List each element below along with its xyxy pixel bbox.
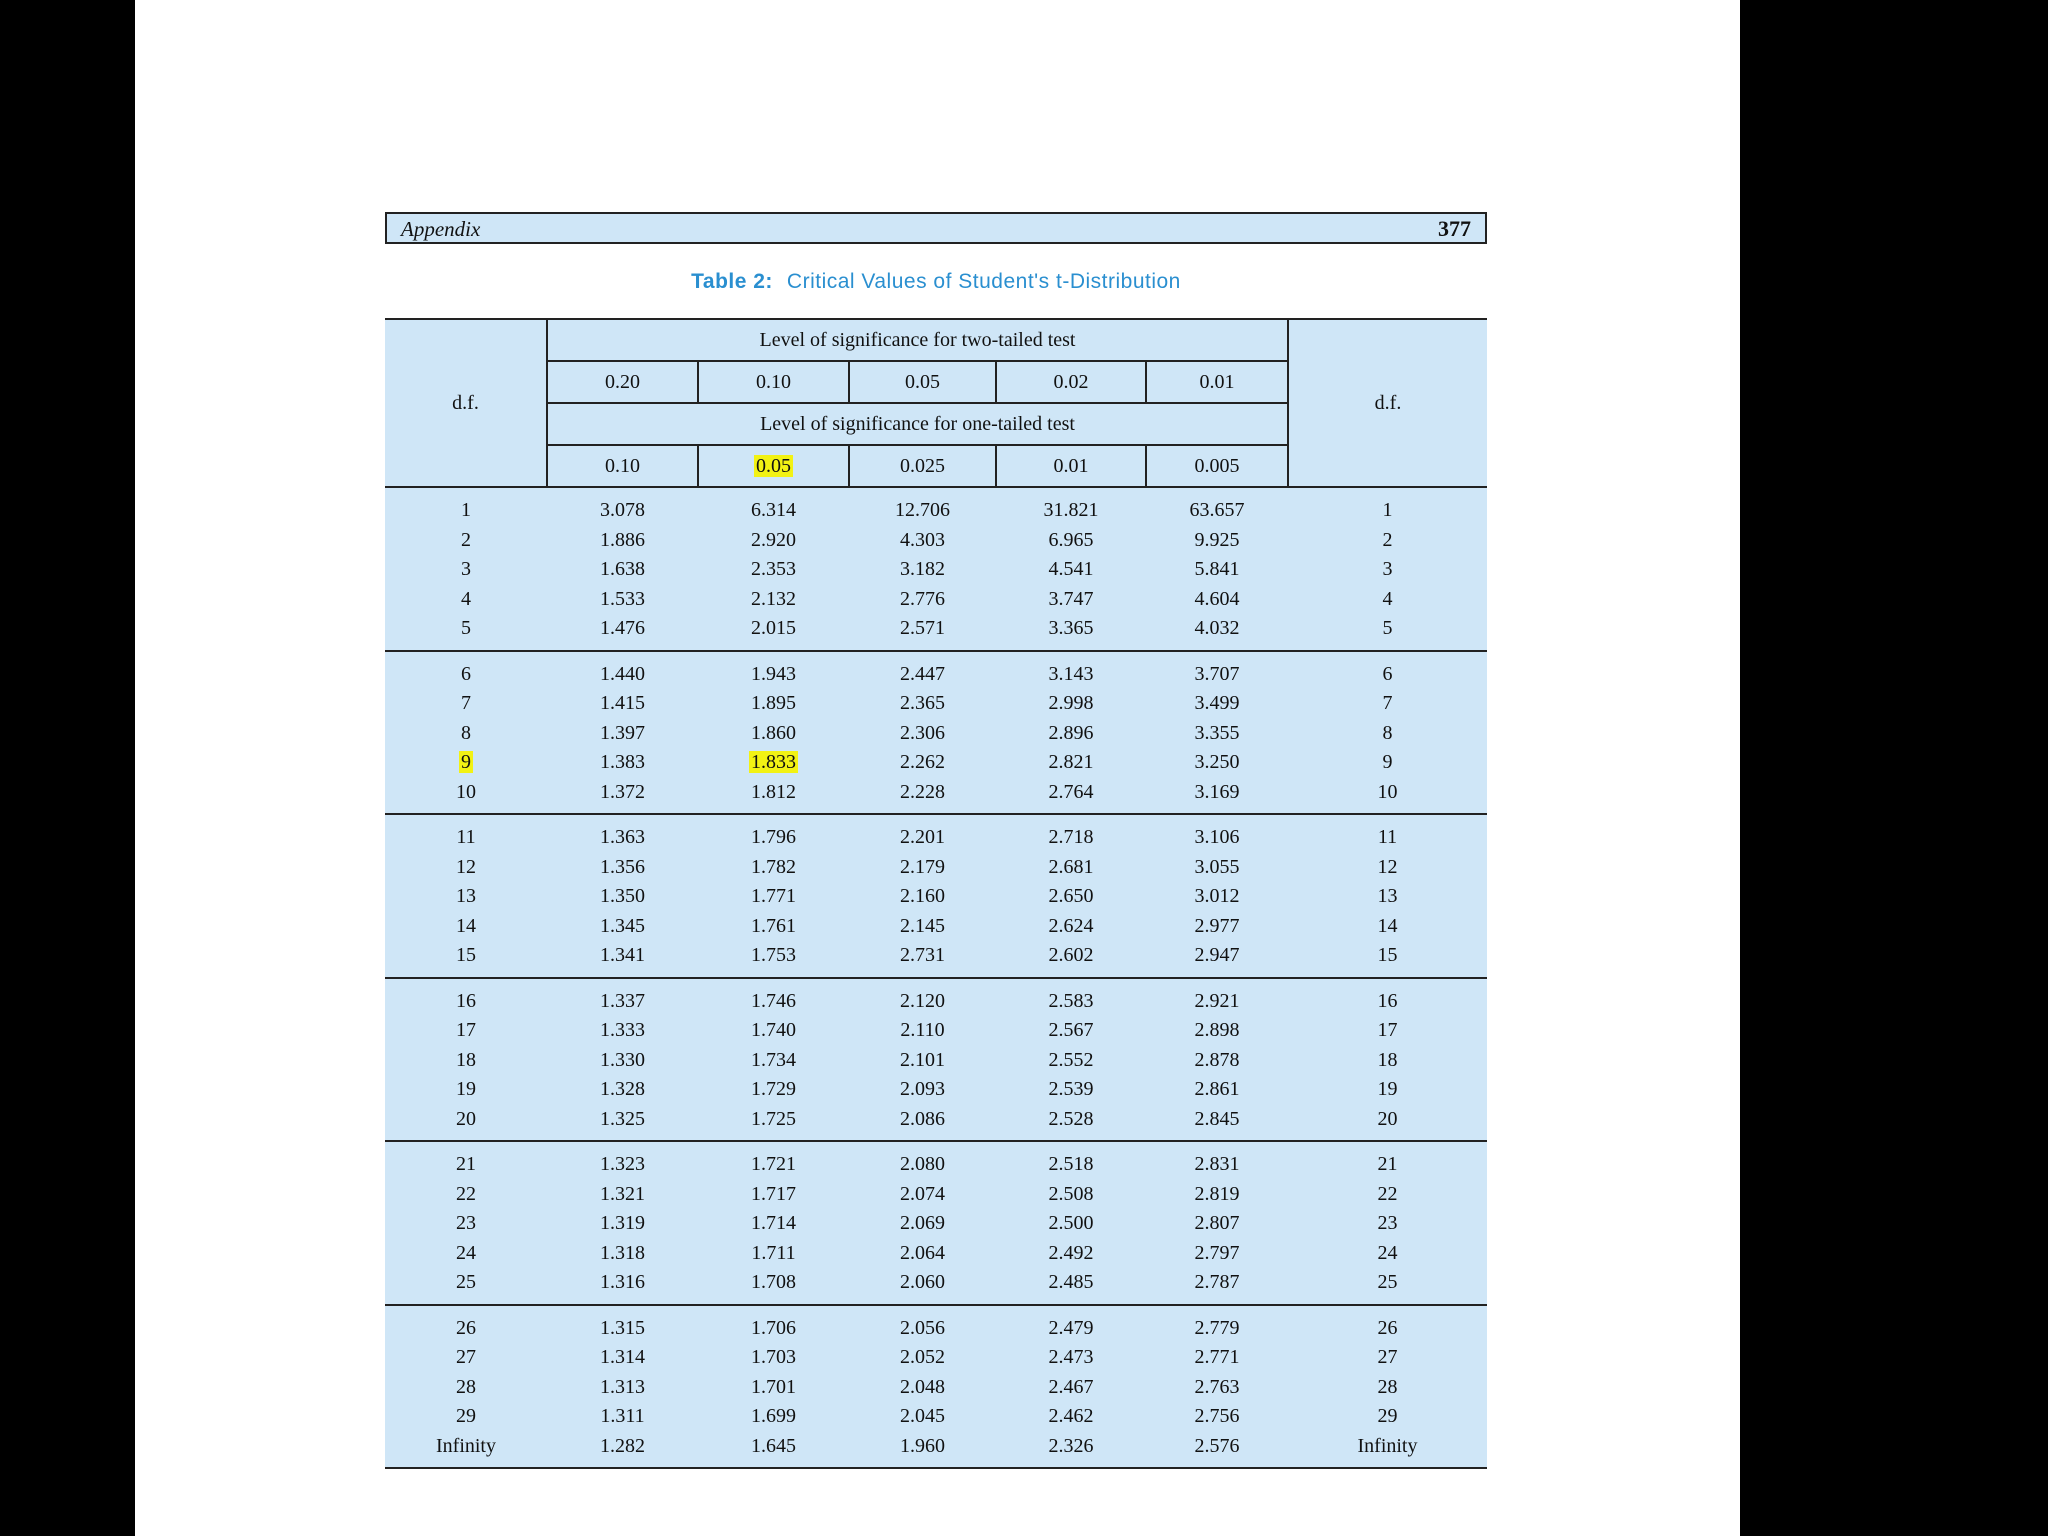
- value-cell: 1.325: [547, 1105, 698, 1142]
- value-cell: 2.080: [900, 1153, 945, 1176]
- value-cell: 1.771: [751, 885, 796, 908]
- one-tailed-level-highlighted: [698, 445, 849, 487]
- value-cell: 2.602: [996, 941, 1146, 978]
- table-row: [385, 689, 1487, 719]
- df-cell: 29: [1377, 1405, 1398, 1428]
- value-cell: 1.311: [600, 1405, 645, 1428]
- value-cell: 2.998: [1048, 692, 1094, 715]
- table-row: [385, 1209, 1487, 1239]
- two-tailed-level: 0.02: [996, 361, 1146, 403]
- value-cell: 2.681: [1048, 855, 1094, 878]
- highlight-mark: 0.05: [756, 454, 791, 477]
- value-cell: 3.078: [600, 499, 645, 522]
- table-row: [385, 719, 1487, 749]
- value-cell: 2.492: [1048, 1241, 1094, 1264]
- value-cell: 4.604: [1194, 587, 1240, 610]
- df-cell: 18: [1377, 1048, 1398, 1071]
- df-cell: 19: [1377, 1078, 1398, 1101]
- value-cell: 1.782: [751, 855, 796, 878]
- value-cell: 2.228: [849, 778, 996, 815]
- value-cell: 2.552: [1048, 1048, 1094, 1071]
- value-cell: 2.718: [1048, 826, 1094, 849]
- df-cell: 17: [456, 1019, 476, 1042]
- value-cell: 2.977: [1194, 914, 1240, 937]
- value-cell: 1.328: [600, 1078, 645, 1101]
- value-cell: 1.440: [600, 662, 645, 685]
- value-cell: 2.145: [900, 914, 945, 937]
- table-row: [385, 1432, 1487, 1468]
- one-tailed-level: 0.01: [996, 445, 1146, 487]
- value-cell: 1.319: [600, 1212, 645, 1235]
- value-cell: 2.086: [849, 1105, 996, 1142]
- highlight-mark: 1.833: [751, 751, 796, 774]
- value-cell: 3.747: [1048, 587, 1094, 610]
- df-cell: 26: [456, 1316, 476, 1339]
- df-cell: 10: [385, 778, 547, 815]
- value-cell: 1.350: [600, 885, 645, 908]
- two-tailed-level: 0.01: [1146, 361, 1288, 403]
- value-cell: 2.353: [751, 558, 796, 581]
- table-row: [385, 748, 1487, 778]
- df-cell: 9: [1382, 751, 1393, 774]
- value-cell: 3.499: [1194, 692, 1240, 715]
- df-cell: 3: [461, 558, 471, 581]
- value-cell: 2.576: [1194, 1434, 1240, 1457]
- df-cell: 18: [456, 1048, 476, 1071]
- value-cell: 1.746: [751, 989, 796, 1012]
- value-cell: 2.500: [1048, 1212, 1094, 1235]
- table-title: [385, 270, 1487, 294]
- value-cell: 2.861: [1194, 1078, 1240, 1101]
- value-cell: 2.731: [849, 941, 996, 978]
- value-cell: 4.303: [900, 528, 945, 551]
- table-row: [385, 978, 1487, 1017]
- page-header: [385, 212, 1487, 244]
- value-cell: 2.306: [900, 721, 945, 744]
- df-cell: 8: [461, 721, 471, 744]
- value-cell: 6.965: [1048, 528, 1094, 551]
- df-cell: 20: [385, 1105, 547, 1142]
- value-cell: 2.069: [900, 1212, 945, 1235]
- value-cell: 2.624: [1048, 914, 1094, 937]
- table-row: [385, 1141, 1487, 1180]
- value-cell: 2.101: [900, 1048, 945, 1071]
- df-cell: 15: [385, 941, 547, 978]
- value-cell: 2.485: [996, 1268, 1146, 1305]
- two-tailed-level: 0.20: [547, 361, 698, 403]
- value-cell: 1.397: [600, 721, 645, 744]
- table-row: [385, 585, 1487, 615]
- table-row: [385, 778, 1487, 815]
- value-cell: 2.064: [900, 1241, 945, 1264]
- value-cell: 3.250: [1194, 751, 1240, 774]
- value-cell: 2.567: [1048, 1019, 1094, 1042]
- value-cell: 2.518: [1048, 1153, 1094, 1176]
- value-cell: 1.796: [751, 826, 796, 849]
- value-cell: 63.657: [1189, 499, 1245, 522]
- df-cell: 27: [456, 1346, 476, 1369]
- value-cell: 1.372: [547, 778, 698, 815]
- df-cell-highlighted: [385, 748, 547, 778]
- value-cell: 6.314: [751, 499, 796, 522]
- value-cell: 2.326: [1048, 1434, 1094, 1457]
- value-cell: 2.787: [1146, 1268, 1288, 1305]
- df-cell: 1: [461, 499, 471, 522]
- table-row: [385, 1046, 1487, 1076]
- value-cell: 2.473: [1048, 1346, 1094, 1369]
- table-row: [385, 1268, 1487, 1305]
- value-cell: 2.650: [1048, 885, 1094, 908]
- df-cell: 26: [1377, 1316, 1398, 1339]
- value-cell: 1.703: [751, 1346, 796, 1369]
- value-cell: 5.841: [1194, 558, 1240, 581]
- value-cell: 1.315: [600, 1316, 645, 1339]
- page-number: 377: [1438, 216, 1471, 241]
- value-cell: 2.048: [900, 1375, 945, 1398]
- df-cell: 7: [1382, 692, 1393, 715]
- value-cell: 1.721: [751, 1153, 796, 1176]
- df-cell: Infinity: [1357, 1434, 1418, 1457]
- value-cell: 2.365: [900, 692, 945, 715]
- value-cell: 2.764: [996, 778, 1146, 815]
- df-cell: 12: [456, 855, 476, 878]
- df-cell: 13: [456, 885, 476, 908]
- value-cell: 1.761: [751, 914, 796, 937]
- value-cell-highlighted: [698, 748, 849, 778]
- value-cell: 1.729: [751, 1078, 796, 1101]
- value-cell: 2.447: [900, 662, 945, 685]
- value-cell: 2.132: [751, 587, 796, 610]
- value-cell: 1.711: [751, 1241, 796, 1264]
- value-cell: 2.045: [900, 1405, 945, 1428]
- table-row: [385, 882, 1487, 912]
- df-cell: 4: [461, 587, 471, 610]
- value-cell: 1.753: [698, 941, 849, 978]
- value-cell: 1.701: [751, 1375, 796, 1398]
- value-cell: 2.179: [900, 855, 945, 878]
- value-cell: 1.860: [751, 721, 796, 744]
- value-cell: 2.920: [751, 528, 796, 551]
- table-row: [385, 1343, 1487, 1373]
- value-cell: 1.812: [698, 778, 849, 815]
- value-cell: 1.699: [751, 1405, 796, 1428]
- value-cell: 2.479: [1048, 1316, 1094, 1339]
- value-cell: 2.052: [900, 1346, 945, 1369]
- value-cell: 2.462: [1048, 1405, 1094, 1428]
- table-row: [385, 1305, 1487, 1344]
- value-cell: 2.508: [1048, 1182, 1094, 1205]
- value-cell: 3.012: [1194, 885, 1240, 908]
- value-cell: 3.143: [1048, 662, 1094, 685]
- value-cell: 2.947: [1146, 941, 1288, 978]
- table-row: [385, 651, 1487, 690]
- value-cell: 2.074: [900, 1182, 945, 1205]
- df-cell: 3: [1382, 558, 1393, 581]
- table-row: [385, 1105, 1487, 1142]
- value-cell: 1.333: [600, 1019, 645, 1042]
- value-cell: 1.943: [751, 662, 796, 685]
- value-cell: 12.706: [895, 499, 950, 522]
- value-cell: 1.645: [751, 1434, 796, 1457]
- value-cell: 2.539: [1048, 1078, 1094, 1101]
- df-cell: 11: [1377, 826, 1398, 849]
- value-cell: 1.415: [600, 692, 645, 715]
- value-cell: 1.476: [547, 614, 698, 651]
- value-cell: 1.321: [600, 1182, 645, 1205]
- value-cell: 1.345: [600, 914, 645, 937]
- df-cell: 20: [1288, 1105, 1487, 1142]
- value-cell: 9.925: [1194, 528, 1240, 551]
- value-cell: 2.201: [900, 826, 945, 849]
- value-cell: 1.960: [900, 1434, 945, 1457]
- value-cell: 2.779: [1194, 1316, 1240, 1339]
- df-cell: 6: [461, 662, 471, 685]
- df-cell: 11: [456, 826, 476, 849]
- df-cell: 8: [1382, 721, 1393, 744]
- value-cell: 1.363: [600, 826, 645, 849]
- value-cell: 2.776: [900, 587, 945, 610]
- value-cell: 1.313: [600, 1375, 645, 1398]
- value-cell: 1.708: [698, 1268, 849, 1305]
- value-cell: 2.120: [900, 989, 945, 1012]
- two-tailed-level: 0.05: [849, 361, 996, 403]
- value-cell: 2.819: [1194, 1182, 1240, 1205]
- value-cell: 2.807: [1194, 1212, 1240, 1235]
- df-cell: 12: [1377, 855, 1398, 878]
- df-cell: 23: [1377, 1212, 1398, 1235]
- value-cell: 1.337: [600, 989, 645, 1012]
- df-cell: 19: [456, 1078, 476, 1101]
- table-row: [385, 1180, 1487, 1210]
- df-cell: 22: [1377, 1182, 1398, 1205]
- df-cell: Infinity: [436, 1434, 496, 1457]
- value-cell: 2.831: [1194, 1153, 1240, 1176]
- two-tailed-header: Level of significance for two-tailed test: [547, 320, 1288, 361]
- df-cell: 24: [456, 1241, 476, 1264]
- value-cell: 1.282: [600, 1434, 645, 1457]
- value-cell: 1.886: [600, 528, 645, 551]
- table-row: [385, 1016, 1487, 1046]
- df-cell: 10: [1288, 778, 1487, 815]
- value-cell: 1.740: [751, 1019, 796, 1042]
- value-cell: 31.821: [1043, 499, 1099, 522]
- value-cell: 2.060: [849, 1268, 996, 1305]
- table-row: [385, 941, 1487, 978]
- table-row: [385, 1239, 1487, 1269]
- value-cell: 2.763: [1194, 1375, 1240, 1398]
- value-cell: 1.330: [600, 1048, 645, 1071]
- value-cell: 4.541: [1048, 558, 1094, 581]
- df-cell: 21: [1377, 1153, 1398, 1176]
- df-cell: 6: [1382, 662, 1393, 685]
- table-row: [385, 814, 1487, 853]
- value-cell: 1.383: [600, 751, 645, 774]
- value-cell: 3.355: [1194, 721, 1240, 744]
- df-cell: 25: [1288, 1268, 1487, 1305]
- one-tailed-level: 0.10: [547, 445, 698, 487]
- value-cell: 1.356: [600, 855, 645, 878]
- value-cell: 2.896: [1048, 721, 1094, 744]
- value-cell: 2.771: [1194, 1346, 1240, 1369]
- value-cell: 3.106: [1194, 826, 1240, 849]
- value-cell: 3.055: [1194, 855, 1240, 878]
- table-row: [385, 555, 1487, 585]
- table-row: [385, 487, 1487, 526]
- df-cell: 22: [456, 1182, 476, 1205]
- df-cell: 5: [385, 614, 547, 651]
- value-cell: 2.756: [1194, 1405, 1240, 1428]
- section-name: Appendix: [401, 217, 481, 241]
- value-cell: 1.714: [751, 1212, 796, 1235]
- value-cell: 2.878: [1194, 1048, 1240, 1071]
- df-cell: 29: [456, 1405, 476, 1428]
- value-cell: 3.169: [1146, 778, 1288, 815]
- value-cell: 2.160: [900, 885, 945, 908]
- df-cell: 2: [461, 528, 471, 551]
- value-cell: 1.341: [547, 941, 698, 978]
- value-cell: 2.528: [996, 1105, 1146, 1142]
- value-cell: 3.707: [1194, 662, 1240, 685]
- value-cell: 2.262: [900, 751, 945, 774]
- table-row: [385, 1373, 1487, 1403]
- value-cell: 2.583: [1048, 989, 1094, 1012]
- value-cell: 1.316: [547, 1268, 698, 1305]
- one-tailed-header: Level of significance for one-tailed test: [547, 403, 1288, 445]
- t-distribution-table: [385, 318, 1487, 1469]
- value-cell: 2.797: [1194, 1241, 1240, 1264]
- df-cell: 16: [456, 989, 476, 1012]
- table-body: [385, 487, 1487, 1467]
- value-cell: 2.015: [698, 614, 849, 651]
- value-cell: 2.821: [1048, 751, 1094, 774]
- one-tailed-level: 0.025: [849, 445, 996, 487]
- df-cell: 24: [1377, 1241, 1398, 1264]
- value-cell: 2.921: [1194, 989, 1240, 1012]
- value-cell: 2.467: [1048, 1375, 1094, 1398]
- df-cell: 28: [1377, 1375, 1398, 1398]
- value-cell: 3.182: [900, 558, 945, 581]
- table-row: [385, 1075, 1487, 1105]
- value-cell: 2.845: [1146, 1105, 1288, 1142]
- table-title-label: Table 2:: [691, 270, 773, 293]
- df-header-left: d.f.: [385, 320, 547, 487]
- value-cell: 2.093: [900, 1078, 945, 1101]
- value-cell: 2.056: [900, 1316, 945, 1339]
- value-cell: 1.706: [751, 1316, 796, 1339]
- highlight-mark: 9: [461, 751, 471, 774]
- table-row: [385, 614, 1487, 651]
- df-cell: 27: [1377, 1346, 1398, 1369]
- value-cell: 1.725: [698, 1105, 849, 1142]
- value-cell: 1.323: [600, 1153, 645, 1176]
- df-cell: 28: [456, 1375, 476, 1398]
- value-cell: 2.898: [1194, 1019, 1240, 1042]
- table-row: [385, 526, 1487, 556]
- df-cell: 14: [456, 914, 476, 937]
- value-cell: 2.571: [849, 614, 996, 651]
- value-cell: 1.318: [600, 1241, 645, 1264]
- table-title-text: Critical Values of Student's t-Distribution: [786, 270, 1181, 293]
- value-cell: 4.032: [1146, 614, 1288, 651]
- df-cell: 25: [385, 1268, 547, 1305]
- table-row: [385, 853, 1487, 883]
- df-cell: 15: [1288, 941, 1487, 978]
- table-row: [385, 1402, 1487, 1432]
- df-cell: 14: [1377, 914, 1398, 937]
- one-tailed-level: 0.005: [1146, 445, 1288, 487]
- table-row: [385, 912, 1487, 942]
- table-header: [385, 320, 1487, 487]
- df-cell: 4: [1382, 587, 1393, 610]
- df-header-right: d.f.: [1288, 320, 1487, 487]
- df-cell: 23: [456, 1212, 476, 1235]
- df-cell: 21: [456, 1153, 476, 1176]
- value-cell: 2.110: [900, 1019, 945, 1042]
- df-cell: 1: [1382, 499, 1393, 522]
- two-tailed-level: 0.10: [698, 361, 849, 403]
- value-cell: 1.533: [600, 587, 645, 610]
- value-cell: 1.734: [751, 1048, 796, 1071]
- df-cell: 7: [461, 692, 471, 715]
- value-cell: 3.365: [996, 614, 1146, 651]
- value-cell: 1.314: [600, 1346, 645, 1369]
- df-cell: 5: [1288, 614, 1487, 651]
- df-cell: 13: [1377, 885, 1398, 908]
- df-cell: 2: [1382, 528, 1393, 551]
- value-cell: 1.717: [751, 1182, 796, 1205]
- value-cell: 1.895: [751, 692, 796, 715]
- df-cell: 17: [1377, 1019, 1398, 1042]
- df-cell: 16: [1377, 989, 1398, 1012]
- value-cell: 1.638: [600, 558, 645, 581]
